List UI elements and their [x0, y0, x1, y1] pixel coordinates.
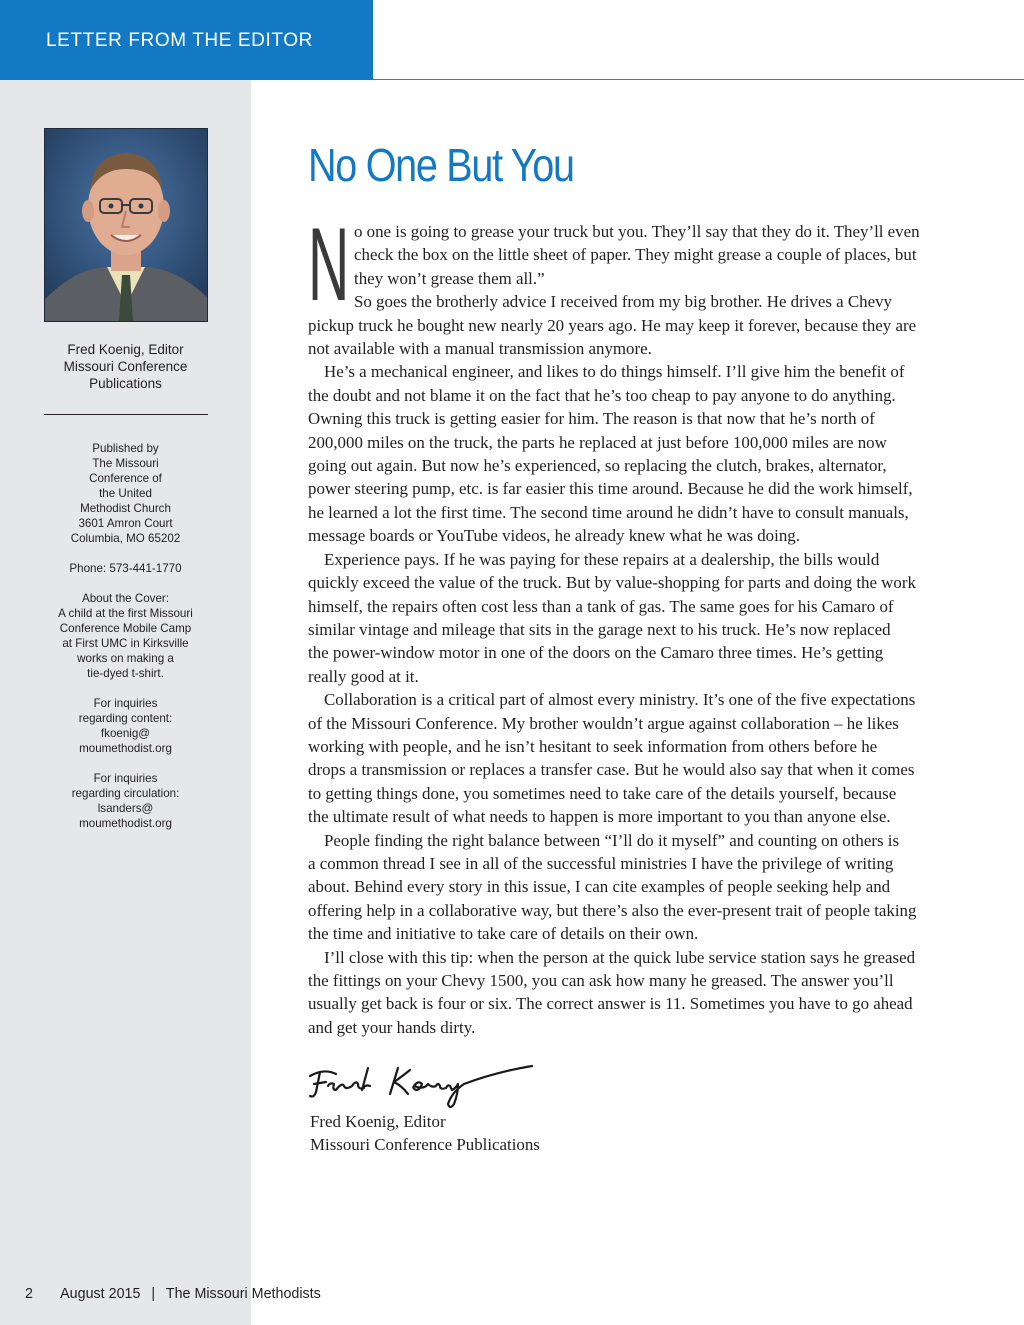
header-rule [373, 79, 1024, 80]
content-inquiries [0, 696, 251, 756]
article-line: really good at it. [308, 666, 419, 686]
article-line: drops a transmission or replaces a transfer case. But he would also say that when it comes [308, 760, 915, 780]
article-line: not available with a manual transmission anymore. [308, 339, 652, 359]
phone-line: Phone: 573-441-1770 [69, 562, 182, 575]
handwritten-signature [306, 1060, 538, 1116]
inquiry-line: regarding content: [78, 712, 173, 725]
article-line: similar vintage and mileage that sits in the garage next to his truck. He’s now replaced [308, 619, 891, 639]
footer-separator: | [151, 1286, 156, 1302]
article-line: the time and initiative to take care of details on their own. [308, 924, 699, 944]
article-body [308, 207, 968, 1039]
article-line: a common thread I see in all of the successful ministries I have the privilege of writing [308, 853, 894, 873]
article-line: working with people, and he isn’t hesitant to seek information from others before he [308, 736, 878, 756]
article-line: o one is going to grease your truck but you. They’ll say that they do it. They’ll even [354, 222, 920, 241]
content-email-link[interactable]: fkoenig@ [100, 727, 151, 740]
cover-line: Conference Mobile Camp [59, 622, 192, 635]
cover-line: at First UMC in Kirksville [62, 637, 189, 650]
article-title: No One But You [308, 139, 574, 191]
article-line: Collaboration is a critical part of almost every ministry. It’s one of the five expectations [324, 690, 916, 710]
article-line: I’ll close with this tip: when the person at the quick lube service station says he greased [324, 947, 916, 967]
circulation-inquiries [0, 771, 251, 831]
sign-off-name: Fred Koenig, Editor [310, 1112, 446, 1131]
article-line: the power-window motor in one of the doors on the Camaro three times. He’s getting [308, 643, 884, 663]
photo-caption [0, 341, 251, 392]
article-line: the ultimate result of what needs to happen is more important to you than anyone else. [308, 807, 891, 827]
circulation-email-link[interactable]: lsanders@ [97, 802, 154, 815]
phone-info [0, 561, 251, 576]
section-label: LETTER FROM THE EDITOR [46, 30, 313, 51]
article-lines [308, 314, 968, 1040]
caption-line: Missouri Conference [63, 359, 188, 374]
article-line: He’s a mechanical engineer, and likes to do things himself. I’ll give him the benefit of [324, 362, 905, 382]
article-line: going out again. But now he’s experienced, so replacing the clutch, brakes, alternator, [308, 456, 887, 476]
article-line: People finding the right balance between “I’ll do it myself” and counting on others is [324, 830, 900, 850]
article-line: check the box on the little sheet of paper. They might grease a couple of places, but [354, 245, 917, 265]
publisher-line: Published by [92, 442, 159, 455]
cover-line: About the Cover: [81, 592, 169, 605]
inquiry-line: For inquiries [93, 772, 158, 785]
article-line: of the Missouri Conference. My brother wouldn’t argue against collaboration – he likes [308, 713, 899, 733]
article-line: the fittings on your Chevy 1500, you can ask how many he greased. The answer you’ll [308, 971, 894, 990]
cover-line: tie-dyed t-shirt. [87, 667, 164, 680]
article-line: himself, the repairs often cost less than a tank of gas. The same goes for his Camaro of [308, 596, 894, 616]
publisher-line: the United [99, 487, 152, 500]
drop-cap: N [308, 207, 350, 323]
caption-line: Fred Koenig, Editor [67, 342, 184, 357]
publisher-line: Columbia, MO 65202 [70, 532, 181, 545]
sidebar-divider [44, 414, 208, 415]
article-line: and get your hands dirty. [308, 1017, 476, 1037]
publisher-line: Methodist Church [80, 502, 171, 515]
sign-off-title: Missouri Conference Publications [310, 1135, 540, 1155]
publisher-line: Conference of [89, 472, 162, 485]
cover-line: A child at the first Missouri [58, 607, 193, 620]
editor-portrait-icon [45, 129, 207, 321]
inquiry-line: For inquiries [93, 697, 158, 710]
article-line: offering help in a collaborative way, but there’s also the ever-present trait of people taking [308, 900, 917, 920]
issue-date: August 2015 [60, 1286, 141, 1302]
cover-info [0, 591, 251, 681]
article-line: to getting things done, you sometimes need to take care of the details yourself, because [308, 783, 897, 803]
inquiry-line: regarding circulation: [71, 787, 180, 800]
article-line: he learned a lot the first time. The second time around he didn’t have to consult manuals, [308, 502, 909, 522]
content-email-link[interactable]: moumethodist.org [79, 742, 172, 755]
article-line: quickly exceed the value of the truck. But by value-shopping for parts and doing the work [308, 573, 916, 593]
article-line: the doubt and not blame it on the fact that he’s too cheap to pay anyone to do anything. [308, 385, 896, 405]
article-line: Owning this truck is getting easier for him. The reason is that now that he’s north of [308, 409, 875, 429]
article-line: they won’t grease them all.” [354, 268, 545, 288]
drop-cap-lines [308, 207, 968, 323]
publisher-info [0, 441, 251, 546]
caption-line: Publications [89, 376, 162, 391]
article-line: usually get back is four or six. The correct answer is 11. Sometimes you have to go ahead [308, 994, 913, 1014]
publisher-line: 3601 Amron Court [78, 517, 173, 530]
cover-line: works on making a [77, 652, 174, 665]
publisher-line: The Missouri [92, 457, 159, 470]
editor-photo [44, 128, 208, 322]
section-header-tab [0, 0, 373, 80]
article-line: Experience pays. If he was paying for these repairs at a dealership, the bills would [324, 549, 880, 569]
circulation-email-link[interactable]: moumethodist.org [79, 817, 172, 830]
page-number: 2 [25, 1286, 33, 1302]
article-line: pickup truck he bought new nearly 20 years ago. He may keep it forever, because they are [308, 315, 917, 335]
sign-off [310, 1110, 540, 1157]
publication-name: The Missouri Methodists [165, 1286, 321, 1302]
article-line: about. Behind every story in this issue, I can cite examples of people seeking help and [308, 877, 891, 897]
article-line: power steering pump, etc. is far easier this time around. Because he did the work himself, [308, 479, 913, 499]
article-line: 200,000 miles on the truck, the parts he replaced at just before 100,000 miles are now [308, 432, 887, 452]
article-line: message boards or YouTube videos, he already knew what he was doing. [308, 526, 800, 546]
article-line: So goes the brotherly advice I received from my big brother. He drives a Chevy [354, 292, 892, 312]
page-footer [25, 1286, 321, 1302]
